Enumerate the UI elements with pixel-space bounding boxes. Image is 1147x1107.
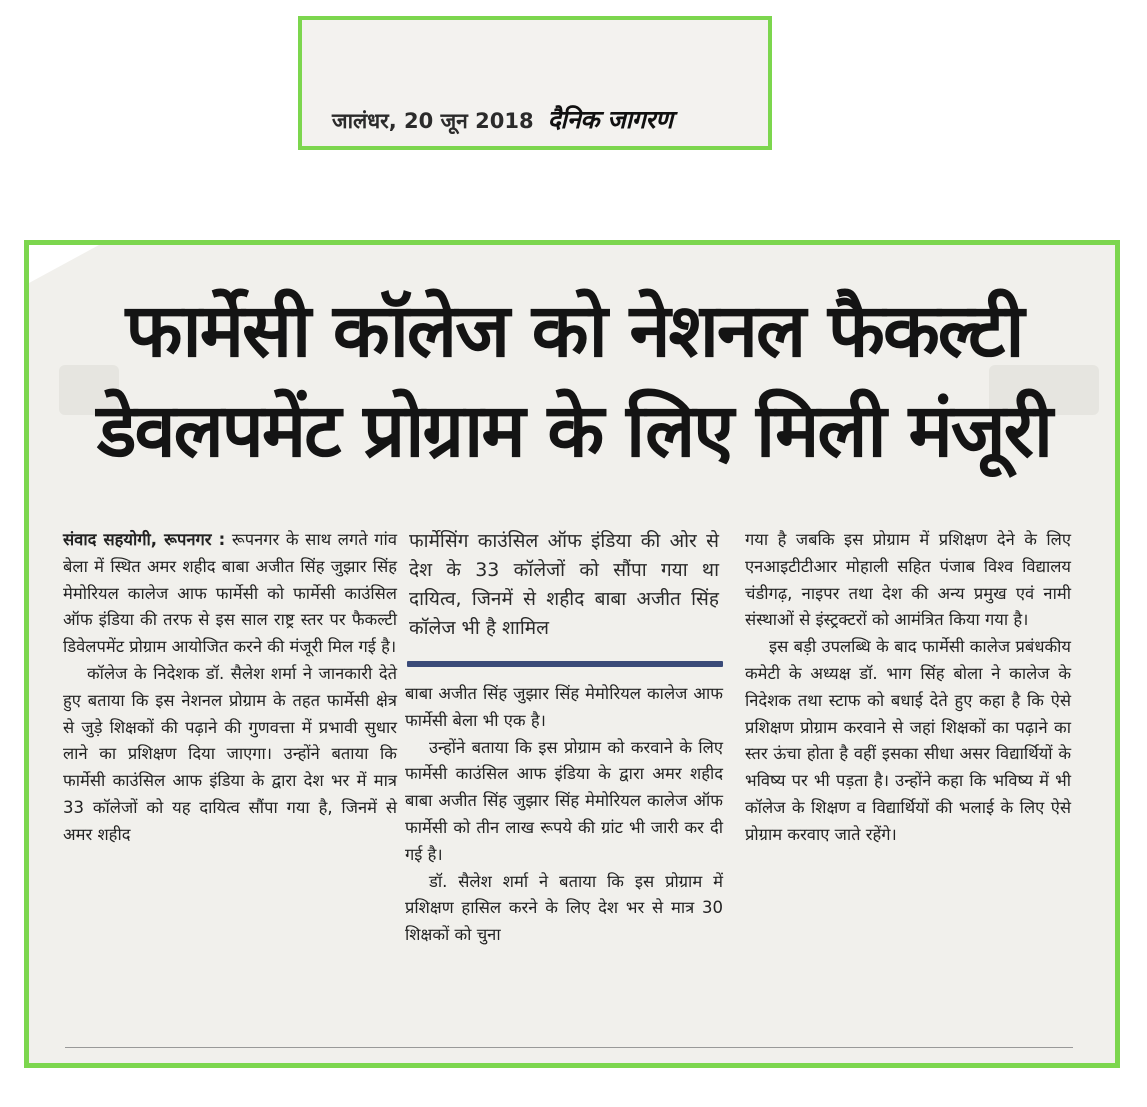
- paragraph: बाबा अजीत सिंह जुझार सिंह मेमोरियल कालेज आफ फार्मेसी बेला भी एक है।: [405, 684, 723, 730]
- paper-fold-corner: [29, 245, 99, 283]
- paragraph: [63, 527, 397, 661]
- paragraph: गया है जबकि इस प्रोग्राम में प्रशिक्षण देने के लिए एनआइटीटीआर मोहाली सहित पंजाब विश्व विद्यालय चंडीगढ़, नाइपर तथा देश की अन्य प्रमुख एवं नामी संस्थाओं से इंस्ट्रक्टरों को आमंत्रित किया गया है।: [745, 530, 1071, 630]
- article-column-2: [405, 527, 723, 949]
- paragraph: उन्होंने बताया कि इस प्रोग्राम को करवाने के लिए फार्मेसी काउंसिल आफ इंडिया के द्वारा अमर शहीद बाबा अजीत सिंह जुझार सिंह मेमोरियल कालेज ऑफ फार्मेसी को तीन लाख रूपये की ग्रांट भी जारी कर दी गई है।: [405, 737, 723, 864]
- headline-line-1: फार्मेसी कॉलेज को नेशनल फैकल्टी: [125, 288, 1023, 374]
- article-dateline: संवाद सहयोगी, रूपनगर :: [63, 530, 226, 549]
- article-column-3: [745, 527, 1071, 849]
- article-column-1: [63, 527, 397, 849]
- article-kicker: फार्मेसिंग काउंसिल ऑफ इंडिया की ओर से देश के 33 कॉलेजों को सौंपा गया था दायित्व, जिनमें से शहीद बाबा अजीत सिंह कॉलेज भी है शामिल: [409, 530, 719, 639]
- masthead-line: [332, 102, 673, 136]
- article-headline: [49, 281, 1099, 481]
- masthead-clipping: [298, 16, 772, 150]
- bottom-divider: [65, 1047, 1073, 1048]
- paragraph: कॉलेज के निदेशक डॉ. सैलेश शर्मा ने जानकारी देते हुए बताया कि इस नेशनल प्रोग्राम के तहत फार्मेसी क्षेत्र से जुड़े शिक्षकों की पढ़ाने की गुणवत्ता में प्रभावी सुधार लाने का प्रशिक्षण दिया जाएगा। उन्होंने बताया कि फार्मेसी काउंसिल आफ इंडिया के द्वारा देश भर में मात्र 33 कॉलेजों को यह दायित्व सौंपा गया है, जिनमें से अमर शहीद: [63, 663, 397, 844]
- article-clipping: [24, 240, 1120, 1068]
- paragraph: डॉ. सैलेश शर्मा ने बताया कि इस प्रोग्राम में प्रशिक्षण हासिल करने के लिए देश भर से मात्र 30 शिक्षकों को चुना: [405, 871, 723, 945]
- paragraph-text: रूपनगर के साथ लगते गांव बेला में स्थित अमर शहीद बाबा अजीत सिंह जुझार सिंह मेमोरियल कालेज आफ फार्मेसी को फार्मेसी काउंसिल ऑफ इंडिया की तरफ से इस साल राष्ट्र स्तर पर फैकल्टी डिवेलपमेंट प्रोग्राम आयोजित करने की मंजूरी मिल गई है।: [63, 530, 397, 657]
- headline-line-2: डेवलपमेंट प्रोग्राम के लिए मिली मंजूरी: [96, 388, 1052, 474]
- paragraph: इस बड़ी उपलब्धि के बाद फार्मेसी कालेज प्रबंधकीय कमेटी के अध्यक्ष डॉ. भाग सिंह बोला ने कालेज के निदेशक तथा स्टाफ को बधाई देते हुए कहा है कि ऐसे प्रशिक्षण प्रोग्राम करवाने से जहां शिक्षकों का पढ़ाने का स्तर ऊंचा होता है वहीं इसका सीधा असर विद्यार्थियों के भविष्य पर भी पड़ता है। उन्होंने कहा कि भविष्य में भी कॉलेज के शिक्षण व विद्यार्थियों की भलाई के लिए ऐसे प्रोग्राम करवाए जाते रहेंगे।: [745, 637, 1071, 844]
- kicker-divider: [407, 661, 723, 667]
- masthead-dateline: जालंधर, 20 जून 2018: [332, 109, 534, 133]
- newspaper-name: दैनिक जागरण: [547, 105, 673, 134]
